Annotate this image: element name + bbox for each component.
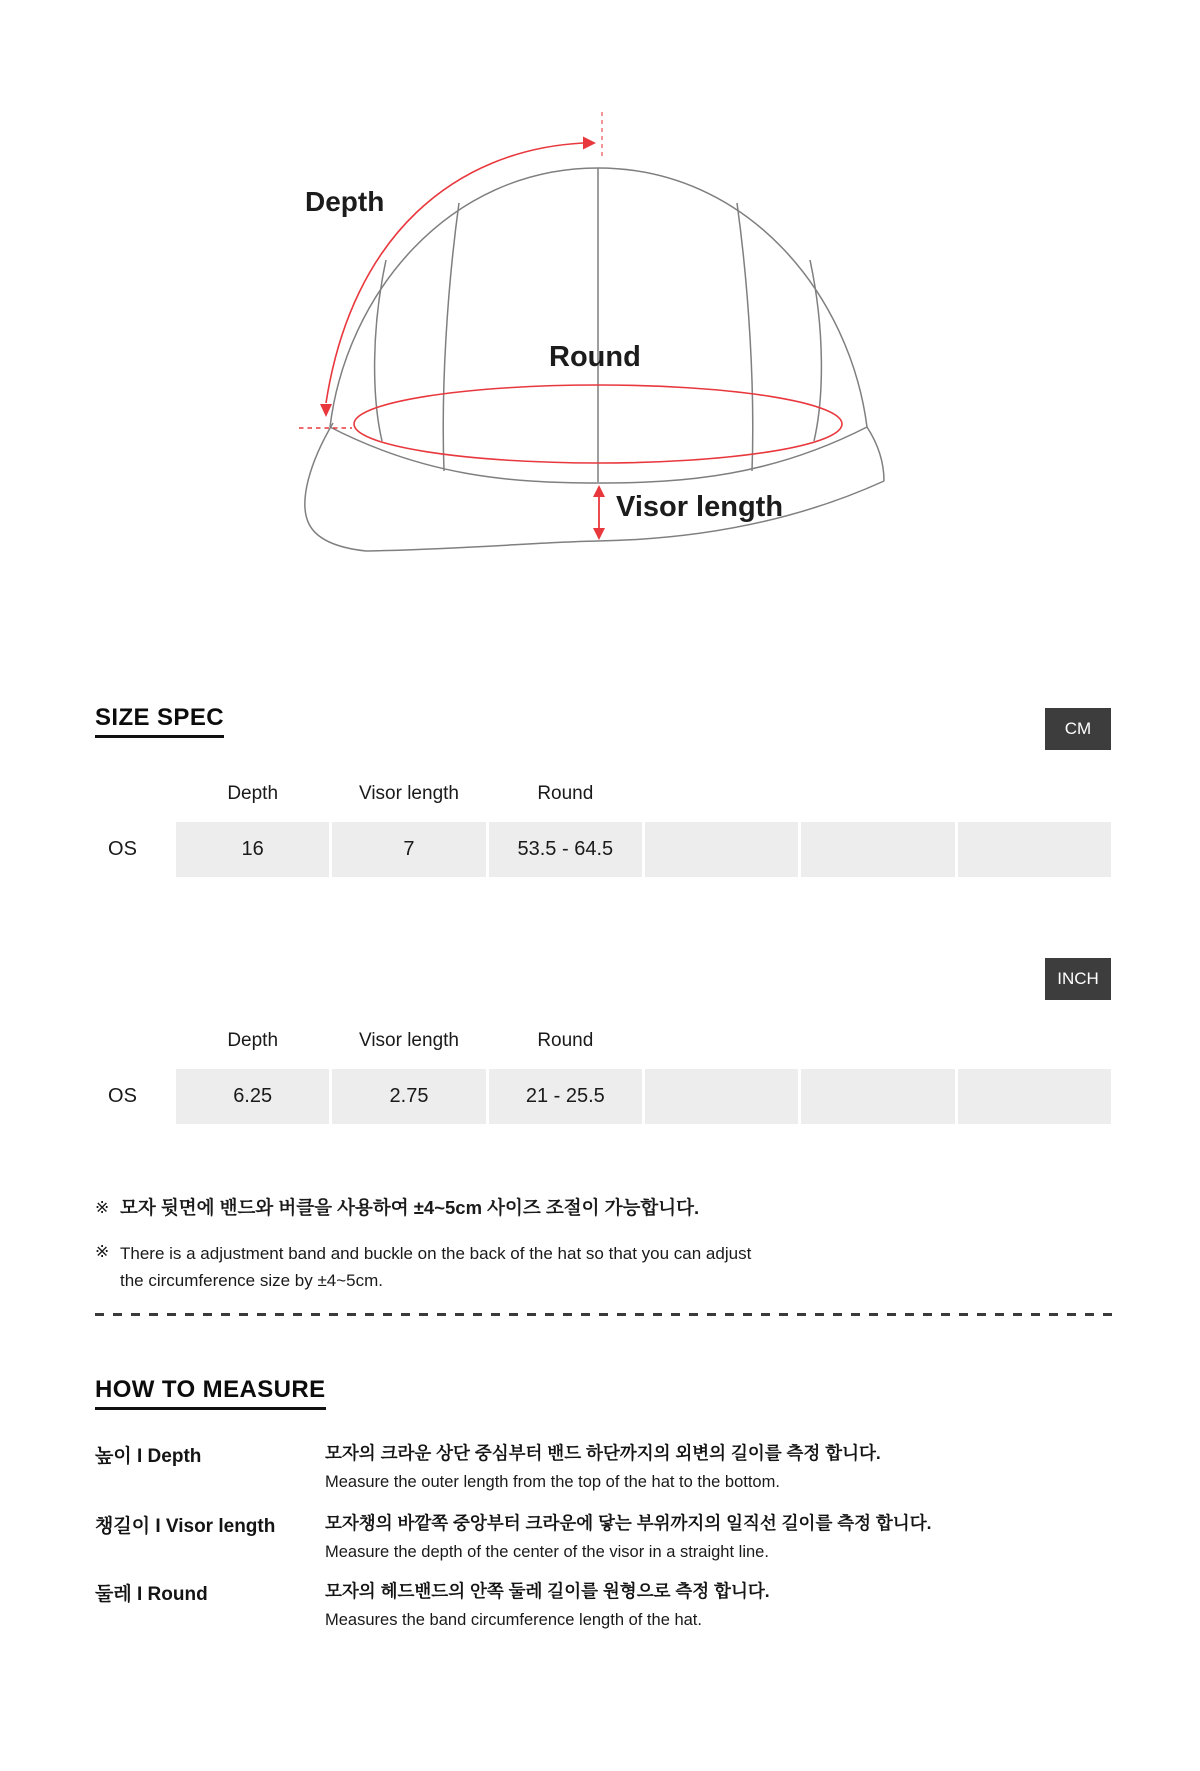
measure-row-round xyxy=(95,1578,1125,1630)
inch-table-row xyxy=(95,1069,1111,1124)
inch-round-value: 21 - 25.5 xyxy=(489,1069,642,1124)
hat-illustration xyxy=(0,0,1200,600)
measure-term-round: 둘레 I Round xyxy=(95,1584,208,1605)
measure-desc-ko: 모자의 크라운 상단 중심부터 밴드 하단까지의 외변의 길이를 측정 합니다. xyxy=(325,1443,881,1463)
note-text-english: There is a adjustment band and buckle on the back of the hat so that you can adjust the circumference size by ±4~5cm. xyxy=(120,1244,752,1290)
empty-cell xyxy=(958,822,1111,877)
column-header-round: Round xyxy=(537,1030,594,1051)
empty-cell xyxy=(958,1069,1111,1124)
measure-term-visor-length: 챙길이 I Visor length xyxy=(95,1516,276,1537)
header-spacer xyxy=(95,783,150,805)
cm-table-row xyxy=(95,822,1111,877)
inch-depth-value: 6.25 xyxy=(176,1069,329,1124)
column-header-round: Round xyxy=(537,783,594,804)
column-header-empty xyxy=(801,783,954,805)
empty-cell xyxy=(645,1069,798,1124)
column-header-empty xyxy=(958,1030,1111,1052)
measure-desc-round xyxy=(325,1578,1125,1630)
size-spec-title: SIZE SPEC xyxy=(95,704,224,738)
column-header-empty xyxy=(801,1030,954,1052)
diagram-label-depth: Depth xyxy=(305,186,385,217)
note-korean xyxy=(95,1196,699,1220)
size-label-os: OS xyxy=(108,1085,137,1107)
size-label-os: OS xyxy=(108,838,137,860)
measure-desc-depth xyxy=(325,1440,1125,1492)
measure-desc-ko: 모자챙의 바깥쪽 중앙부터 크라운에 닿는 부위까지의 일직선 길이를 측정 합니다. xyxy=(325,1513,932,1533)
inch-table-header xyxy=(95,1030,1111,1052)
column-header-empty xyxy=(958,783,1111,805)
column-header-empty xyxy=(645,783,798,805)
note-marker: ※ xyxy=(95,1242,110,1261)
measure-desc-en: Measures the band circumference length of the hat. xyxy=(325,1611,702,1629)
cm-round-value: 53.5 - 64.5 xyxy=(489,822,642,877)
inch-visor-length-value: 2.75 xyxy=(332,1069,485,1124)
empty-cell xyxy=(801,1069,954,1124)
header-spacer xyxy=(95,1030,150,1052)
measure-term-depth: 높이 I Depth xyxy=(95,1446,202,1467)
unit-badge-cm: CM xyxy=(1045,708,1111,750)
dashed-divider xyxy=(95,1313,1112,1316)
column-header-visor-length: Visor length xyxy=(358,1030,459,1051)
unit-badge-inch: INCH xyxy=(1045,958,1111,1000)
diagram-label-round: Round xyxy=(549,341,641,373)
cm-depth-value: 16 xyxy=(176,822,329,877)
empty-cell xyxy=(645,822,798,877)
column-header-visor-length: Visor length xyxy=(358,783,459,804)
column-header-depth: Depth xyxy=(227,783,279,804)
note-marker: ※ xyxy=(95,1198,110,1217)
measure-row-depth xyxy=(95,1440,1125,1492)
measure-desc-en: Measure the depth of the center of the visor in a straight line. xyxy=(325,1543,769,1561)
how-to-measure-title: HOW TO MEASURE xyxy=(95,1376,326,1410)
note-text-korean: 모자 뒷면에 밴드와 버클을 사용하여 ±4~5cm 사이즈 조절이 가능합니다. xyxy=(120,1197,700,1218)
cm-visor-length-value: 7 xyxy=(332,822,485,877)
measure-desc-en: Measure the outer length from the top of the hat to the bottom. xyxy=(325,1473,780,1491)
note-english xyxy=(95,1240,768,1294)
cm-table-header xyxy=(95,783,1111,805)
measure-desc-visor-length xyxy=(325,1510,1125,1562)
column-header-empty xyxy=(645,1030,798,1052)
measure-row-visor-length xyxy=(95,1510,1125,1562)
empty-cell xyxy=(801,822,954,877)
measure-desc-ko: 모자의 헤드밴드의 안쪽 둘레 길이를 원형으로 측정 합니다. xyxy=(325,1581,770,1601)
diagram-label-visor: Visor length xyxy=(616,491,784,523)
measurement-marks xyxy=(299,112,842,540)
column-header-depth: Depth xyxy=(227,1030,279,1051)
